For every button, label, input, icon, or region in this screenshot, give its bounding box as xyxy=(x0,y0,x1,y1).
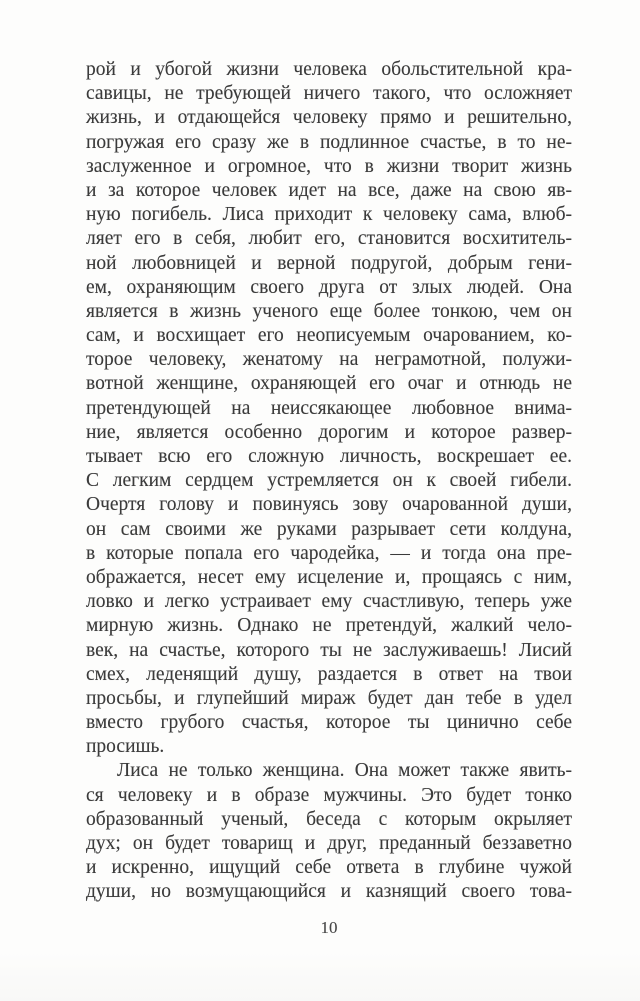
text-line: образованный ученый, беседа с которым окрыляет xyxy=(86,808,572,830)
text-line: ляет его в себя, любит его, становится восхититель- xyxy=(86,228,572,250)
text-line: погружая его сразу же в подлинное счастье, в то не- xyxy=(86,131,572,153)
text-line: ся человеку и в образе мужчины. Это будет тонко xyxy=(86,784,572,806)
text-line: сам, и восхищает его неописуемым очарованием, ко- xyxy=(86,325,572,347)
text-line: и искренно, ищущий себе ответа в глубине чужой xyxy=(86,857,572,879)
text-line: души, но возмущающийся и казнящий своего това- xyxy=(86,881,572,903)
text-line: он сам своими же руками разрывает сети колдуна, xyxy=(86,518,572,540)
text-line: претендующей на неиссякающее любовное внима- xyxy=(86,397,572,419)
text-line: и за которое человек идет на все, даже на свою яв- xyxy=(86,179,572,201)
text-line: ной любовницей и верной подругой, добрым гени- xyxy=(86,252,572,274)
text-line: ние, является особенно дорогим и которое развер- xyxy=(86,421,572,443)
body-text xyxy=(86,58,572,905)
page-number: 10 xyxy=(320,918,338,937)
text-line: мирную жизнь. Однако не претендуй, жалкий чело- xyxy=(86,615,572,637)
text-line: С легким сердцем устремляется он к своей гибели. xyxy=(86,470,572,492)
text-line: ловко и легко устраивает ему счастливую, теперь уже xyxy=(86,591,572,613)
text-line: савицы, не требующей ничего такого, что осложняет xyxy=(86,83,572,105)
text-line: ную погибель. Лиса приходит к человеку сама, влюб- xyxy=(86,204,572,226)
text-line: просьбы, и глупейший мираж будет дан тебе в удел xyxy=(86,687,572,709)
text-line: тывает всю его сложную личность, воскрешает ее. xyxy=(86,446,572,467)
text-line: рой и убогой жизни человека обольстительной кра- xyxy=(86,59,572,80)
text-line: век, на счастье, которого ты не заслуживаешь! Лисий xyxy=(86,639,572,661)
text-line: торое человеку, женатому на неграмотной, полужи- xyxy=(86,349,572,371)
text-line: жизнь, и отдающейся человеку прямо и решительно, xyxy=(86,107,572,129)
text-line: в которые попала его чародейка, — и тогда она пре- xyxy=(86,542,572,564)
text-line: просишь. xyxy=(86,736,165,758)
text-line: дух; он будет товарищ и друг, преданный беззаветно xyxy=(86,833,572,854)
text-line: смех, леденящий душу, раздается в ответ на твои xyxy=(86,663,572,685)
text-line: ображается, несет ему исцеление и, прощаясь с ним, xyxy=(86,566,572,588)
text-line: вместо грубого счастья, которое ты цинично себе xyxy=(86,712,572,734)
text-line: Лиса не только женщина. Она может также явить- xyxy=(117,760,572,782)
text-line: Очертя голову и повинуясь зову очарованной души, xyxy=(86,494,572,516)
page-bottom-shade xyxy=(0,951,640,1001)
text-line: вотной женщине, охраняющей его очаг и отнюдь не xyxy=(86,373,572,395)
text-line: ем, охраняющим своего друга от злых людей. Она xyxy=(86,276,572,298)
text-line: заслуженное и огромное, что в жизни творит жизнь xyxy=(86,155,572,177)
text-line: является в жизнь ученого еще более тонкою, чем он xyxy=(86,300,572,322)
